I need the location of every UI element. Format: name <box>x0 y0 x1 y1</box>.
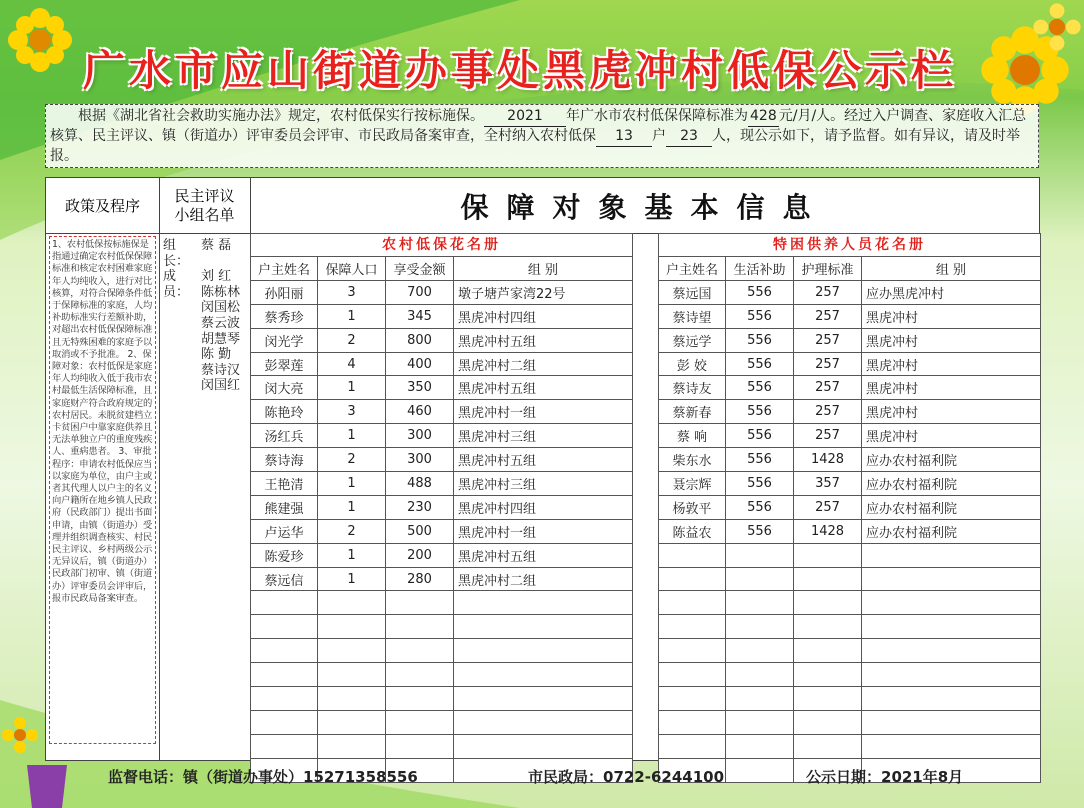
table-cell: 257 <box>794 424 862 448</box>
table-cell: 700 <box>386 280 454 304</box>
table-cell: 应办农村福利院 <box>862 448 1041 472</box>
footer <box>0 764 1084 786</box>
intro-amount: 428 <box>748 107 779 127</box>
table-cell <box>318 687 386 711</box>
table-cell: 1 <box>318 424 386 448</box>
table-cell: 黑虎冲村一组 <box>454 400 633 424</box>
table-cell: 蔡远信 <box>251 567 318 591</box>
column-header: 享受金额 <box>386 257 454 281</box>
table-cell: 彭翠莲 <box>251 352 318 376</box>
table-cell: 257 <box>794 328 862 352</box>
table-cell: 2 <box>318 328 386 352</box>
table-cell <box>386 663 454 687</box>
column-header: 户主姓名 <box>251 257 318 281</box>
table-cell <box>454 687 633 711</box>
table-cell <box>251 615 318 639</box>
table-cell: 230 <box>386 495 454 519</box>
table-cell: 黑虎冲村 <box>862 328 1041 352</box>
table-cell <box>862 663 1041 687</box>
column-header: 组 别 <box>454 257 633 281</box>
table-cell: 黑虎冲村 <box>862 304 1041 328</box>
table-cell <box>454 734 633 758</box>
table-cell <box>726 639 794 663</box>
intro-text-3: 元/月/人。经过入户调查、家庭收入汇总核算、民主评议、镇（街道办）评审委员会评审、市民政局备案审查，全村纳入农村低保 <box>50 108 1027 144</box>
table-cell <box>386 734 454 758</box>
table-cell: 蔡 响 <box>659 424 726 448</box>
table-cell: 熊建强 <box>251 495 318 519</box>
table-cell: 556 <box>726 472 794 496</box>
table-row <box>251 567 633 591</box>
committee-header <box>159 178 250 234</box>
table-cell: 卢运华 <box>251 519 318 543</box>
table-row <box>251 615 633 639</box>
table-row <box>251 280 633 304</box>
table-cell: 黑虎冲村五组 <box>454 328 633 352</box>
table-cell: 汤红兵 <box>251 424 318 448</box>
committee-column <box>159 178 251 760</box>
table-row <box>251 687 633 711</box>
table-cell <box>659 687 726 711</box>
table-cell <box>726 687 794 711</box>
table-cell <box>318 710 386 734</box>
table-cell <box>659 615 726 639</box>
table-cell: 2 <box>318 448 386 472</box>
table-cell <box>659 639 726 663</box>
table-row <box>251 304 633 328</box>
table-row <box>659 280 1041 304</box>
table-cell: 1 <box>318 567 386 591</box>
table-cell <box>794 639 862 663</box>
tekun-roster-table <box>658 233 1041 783</box>
table-cell: 556 <box>726 400 794 424</box>
flower-decoration-bottom-left <box>0 715 40 755</box>
table-cell <box>386 710 454 734</box>
table-header-row <box>251 257 633 281</box>
table-cell: 蔡诗望 <box>659 304 726 328</box>
table-row <box>659 615 1041 639</box>
table-cell: 1428 <box>794 519 862 543</box>
table-cell <box>794 615 862 639</box>
table-row <box>659 591 1041 615</box>
table-cell: 应办农村福利院 <box>862 519 1041 543</box>
table-cell <box>318 663 386 687</box>
table-cell: 蔡诗友 <box>659 376 726 400</box>
table-cell: 王艳清 <box>251 472 318 496</box>
table-cell <box>251 591 318 615</box>
table-row <box>251 472 633 496</box>
intro-households: 13 <box>596 127 652 147</box>
table-row <box>659 304 1041 328</box>
table-cell <box>862 591 1041 615</box>
table-cell: 500 <box>386 519 454 543</box>
table-cell <box>386 639 454 663</box>
table-cell: 黑虎冲村 <box>862 424 1041 448</box>
column-header: 保障人口 <box>318 257 386 281</box>
table-row <box>251 376 633 400</box>
leader-label: 组长： <box>163 238 190 269</box>
table-cell: 556 <box>726 376 794 400</box>
committee-header-line2: 小组名单 <box>174 205 235 224</box>
table-row <box>251 519 633 543</box>
table-cell <box>386 615 454 639</box>
table-cell <box>454 663 633 687</box>
table-cell: 陈爱珍 <box>251 543 318 567</box>
policy-column <box>46 178 160 760</box>
table-cell: 1428 <box>794 448 862 472</box>
table-row <box>251 328 633 352</box>
table-cell: 黑虎冲村 <box>862 376 1041 400</box>
table-cell: 蔡新春 <box>659 400 726 424</box>
table-cell: 257 <box>794 352 862 376</box>
table-row <box>659 663 1041 687</box>
table-cell: 556 <box>726 448 794 472</box>
bureau-phone-text: 市民政局：0722-6244100 <box>528 768 725 786</box>
table-cell: 400 <box>386 352 454 376</box>
table-cell: 聂宗辉 <box>659 472 726 496</box>
table-row <box>251 424 633 448</box>
member-name: 蔡云波 <box>201 315 241 331</box>
table-cell <box>659 543 726 567</box>
member-name: 蔡诗汉 <box>201 362 241 378</box>
table-header-row <box>659 257 1041 281</box>
table-row <box>251 400 633 424</box>
table-cell: 1 <box>318 376 386 400</box>
table-cell: 3 <box>318 400 386 424</box>
table-cell <box>862 687 1041 711</box>
table-cell: 556 <box>726 495 794 519</box>
table-cell <box>862 710 1041 734</box>
table-cell <box>794 543 862 567</box>
table-row <box>251 639 633 663</box>
table-cell: 357 <box>794 472 862 496</box>
page-title: 广水市应山街道办事处黑虎冲村低保公示栏 <box>82 46 957 95</box>
table-cell <box>862 734 1041 758</box>
table-cell <box>454 591 633 615</box>
table-cell <box>862 543 1041 567</box>
table-cell: 300 <box>386 424 454 448</box>
table-cell: 200 <box>386 543 454 567</box>
table-cell <box>659 567 726 591</box>
committee-members <box>159 234 250 394</box>
member-name: 刘 红 <box>201 269 232 285</box>
table-cell: 460 <box>386 400 454 424</box>
table-cell <box>726 710 794 734</box>
column-header: 户主姓名 <box>659 257 726 281</box>
table-cell: 黑虎冲村二组 <box>454 567 633 591</box>
committee-header-line1: 民主评议 <box>174 186 235 205</box>
member-name: 闵国松 <box>201 300 241 316</box>
table-cell: 柴东水 <box>659 448 726 472</box>
table-cell: 彭 姣 <box>659 352 726 376</box>
table-cell: 556 <box>726 304 794 328</box>
members-label: 成员： <box>163 269 190 300</box>
table-cell: 蔡秀珍 <box>251 304 318 328</box>
table-cell <box>318 734 386 758</box>
table-cell: 孙阳丽 <box>251 280 318 304</box>
table-cell <box>794 591 862 615</box>
table-cell <box>794 567 862 591</box>
table-cell <box>659 710 726 734</box>
table-cell <box>251 639 318 663</box>
table-row <box>659 472 1041 496</box>
notice-date-text: 公示日期：2021年8月 <box>806 768 964 786</box>
table-cell: 280 <box>386 567 454 591</box>
table-row <box>659 687 1041 711</box>
main-header: 保障对象基本信息 <box>250 178 1039 234</box>
table-cell: 4 <box>318 352 386 376</box>
member-name: 陈栋林 <box>201 284 241 300</box>
table-cell: 345 <box>386 304 454 328</box>
table-row <box>659 710 1041 734</box>
table-cell: 1 <box>318 495 386 519</box>
table-row <box>659 495 1041 519</box>
table-cell <box>318 639 386 663</box>
table-cell <box>659 734 726 758</box>
table-cell: 闵大亮 <box>251 376 318 400</box>
table-cell: 556 <box>726 352 794 376</box>
table-row <box>251 543 633 567</box>
hotline-text: 监督电话：镇（街道办事处）15271358556 <box>108 768 418 786</box>
table-cell: 1 <box>318 472 386 496</box>
table-cell: 蔡诗海 <box>251 448 318 472</box>
table-row <box>251 710 633 734</box>
intro-people: 23 <box>666 127 712 147</box>
intro-text-2: 年广水市农村低保保障标准为 <box>566 108 748 124</box>
table-cell <box>318 591 386 615</box>
table-cell: 闵光学 <box>251 328 318 352</box>
table-row <box>251 734 633 758</box>
flower-decoration-top-right-small <box>1030 0 1084 54</box>
column-header: 护理标准 <box>794 257 862 281</box>
table-cell <box>726 663 794 687</box>
table-cell: 应办农村福利院 <box>862 472 1041 496</box>
table-cell <box>659 591 726 615</box>
table-cell: 257 <box>794 495 862 519</box>
intro-text-5: 人，现公示如下，请予监督。如有异议，请及时举报。 <box>50 128 1020 164</box>
table-row <box>251 591 633 615</box>
table-cell: 黑虎冲村三组 <box>454 424 633 448</box>
table-cell: 陈艳玲 <box>251 400 318 424</box>
table-row <box>659 424 1041 448</box>
table-cell <box>726 591 794 615</box>
table-row <box>659 328 1041 352</box>
table-cell <box>251 663 318 687</box>
table-cell: 257 <box>794 400 862 424</box>
table-row <box>659 543 1041 567</box>
table-cell: 黑虎冲村五组 <box>454 376 633 400</box>
dibao-roster-table <box>250 233 633 783</box>
table-cell: 257 <box>794 304 862 328</box>
table-row <box>251 352 633 376</box>
table-cell: 2 <box>318 519 386 543</box>
table-cell: 556 <box>726 424 794 448</box>
table-cell: 黑虎冲村二组 <box>454 352 633 376</box>
table-cell <box>386 687 454 711</box>
table-row <box>659 376 1041 400</box>
table-cell: 黑虎冲村五组 <box>454 448 633 472</box>
table-row <box>659 400 1041 424</box>
table-cell <box>794 687 862 711</box>
table-row <box>659 352 1041 376</box>
leader-name: 蔡 磊 <box>201 238 232 253</box>
member-name: 胡慧琴 <box>201 331 241 347</box>
table-cell: 800 <box>386 328 454 352</box>
table-row <box>251 663 633 687</box>
intro-year: 2021 <box>484 107 566 127</box>
table-cell: 黑虎冲村一组 <box>454 519 633 543</box>
column-header: 生活补助 <box>726 257 794 281</box>
member-name: 陈 勤 <box>201 347 232 363</box>
table-cell <box>251 734 318 758</box>
table-cell: 黑虎冲村 <box>862 352 1041 376</box>
table-cell <box>386 591 454 615</box>
table-cell <box>726 567 794 591</box>
table-cell: 556 <box>726 519 794 543</box>
table-cell: 应办农村福利院 <box>862 495 1041 519</box>
intro-text-1: 根据《湖北省社会救助实施办法》规定，农村低保实行按标施保。 <box>78 108 484 124</box>
table-cell <box>794 710 862 734</box>
table-cell <box>454 710 633 734</box>
table-cell: 黑虎冲村三组 <box>454 472 633 496</box>
policy-header: 政策及程序 <box>46 178 159 234</box>
table-cell: 1 <box>318 304 386 328</box>
table-row <box>251 495 633 519</box>
member-name: 闵国红 <box>201 378 241 394</box>
table-cell: 556 <box>726 328 794 352</box>
table-cell: 黑虎冲村 <box>862 400 1041 424</box>
table-row <box>659 448 1041 472</box>
table-cell: 257 <box>794 376 862 400</box>
table-cell <box>862 639 1041 663</box>
dibao-caption: 农村低保花名册 <box>250 233 633 256</box>
table-cell <box>454 639 633 663</box>
intro-text-4: 户 <box>652 128 666 144</box>
table-cell: 蔡远学 <box>659 328 726 352</box>
table-cell <box>251 710 318 734</box>
table-cell: 350 <box>386 376 454 400</box>
table-cell <box>726 734 794 758</box>
table-cell: 黑虎冲村五组 <box>454 543 633 567</box>
info-board <box>45 177 1040 761</box>
table-row <box>251 448 633 472</box>
table-cell <box>794 734 862 758</box>
table-cell <box>251 687 318 711</box>
table-row <box>659 639 1041 663</box>
column-header: 组 别 <box>862 257 1041 281</box>
table-cell: 黑虎冲村四组 <box>454 304 633 328</box>
table-cell <box>726 615 794 639</box>
table-cell: 3 <box>318 280 386 304</box>
table-cell <box>318 615 386 639</box>
table-cell <box>454 615 633 639</box>
table-cell <box>659 663 726 687</box>
policy-text: 1、农村低保按标施保是指通过确定农村低保保障标准和核定农村困难家庭年人均纯收入，进行对比核算，对符合保障条件低于保障标准的家庭，人均补助标准实行差额补助，对超出农村低保保障标准且无特殊困难的家庭予以取消或不予批准。 2、保障对象：农村低保是家庭年人均纯收入低于我市农村最低生活保障标准，且家庭财产符合政府规定的农村居民。未脱贫建档立卡贫困户中靠家庭供养且无法单独立户的重度残疾人、重病患者。 3、审批程序：申请农村低保应当以家庭为单位，由户主或者其代理人以户主的名义向户籍所在地乡镇人民政府（民政部门）提出书面申请，由镇（街道办）受理并组织调查核实、村民民主评议、乡村两级公示无异议后，镇（街道办）民政部门初审、镇（街道办）评审委员会评审后，报市民政局备案审查。 <box>49 236 156 744</box>
table-cell: 杨敦平 <box>659 495 726 519</box>
table-row <box>659 567 1041 591</box>
table-cell: 墩子塘芦家湾22号 <box>454 280 633 304</box>
intro-notice <box>45 104 1039 168</box>
table-cell: 556 <box>726 280 794 304</box>
table-cell: 1 <box>318 543 386 567</box>
table-cell: 257 <box>794 280 862 304</box>
table-cell <box>862 615 1041 639</box>
table-cell: 488 <box>386 472 454 496</box>
table-cell <box>794 663 862 687</box>
tekun-caption: 特困供养人员花名册 <box>658 233 1041 256</box>
table-cell: 黑虎冲村四组 <box>454 495 633 519</box>
table-cell: 陈益农 <box>659 519 726 543</box>
table-row <box>659 519 1041 543</box>
table-cell <box>726 543 794 567</box>
table-cell: 300 <box>386 448 454 472</box>
table-row <box>659 734 1041 758</box>
table-cell: 蔡远国 <box>659 280 726 304</box>
table-cell: 应办黑虎冲村 <box>862 280 1041 304</box>
table-cell <box>862 567 1041 591</box>
